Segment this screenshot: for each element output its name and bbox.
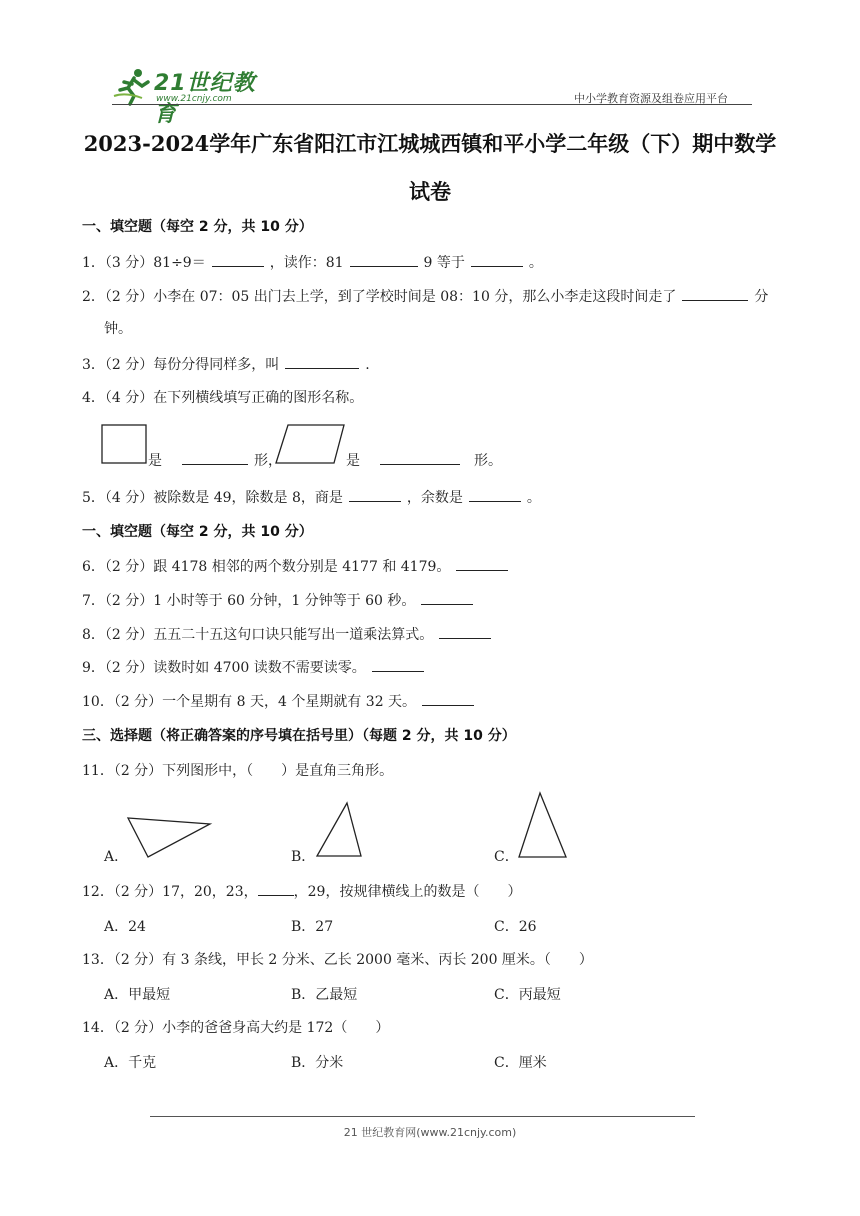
- question-14: 14．（2 分）小李的爸爸身高大约是 172（ ）: [82, 1020, 390, 1036]
- question-5: 5．（4 分）被除数是 49，除数是 8，商是 ，余数是 。: [82, 487, 541, 507]
- square-shape: [100, 423, 150, 465]
- question-1: 1．（3 分）81÷9＝ ，读作：81 9 等于 。: [82, 252, 543, 272]
- logo-url-text: www.21cnjy.com: [156, 94, 232, 104]
- answer-blank[interactable]: [421, 590, 473, 605]
- question-8: 8．（2 分）五五二十五这句口诀只能写出一道乘法算式。: [82, 624, 497, 644]
- section-heading-choice: 三、选择题（将正确答案的序号填在括号里）（每题 2 分，共 10 分）: [82, 728, 516, 744]
- q11-triangle-c: [515, 790, 571, 862]
- answer-blank[interactable]: [682, 286, 748, 301]
- q14-option-b[interactable]: B．分米: [291, 1055, 344, 1071]
- question-7: 7．（2 分）1 小时等于 60 分钟，1 分钟等于 60 秒。: [82, 590, 479, 610]
- section-heading-fill-1: 一、填空题（每空 2 分，共 10 分）: [82, 219, 313, 235]
- question-9: 9．（2 分）读数时如 4700 读数不需要读零。: [82, 657, 430, 677]
- exam-title-line1: 2023-2024学年广东省阳江市江城城西镇和平小学二年级（下）期中数学: [83, 131, 777, 156]
- question-4-blank-1: 是 形，: [148, 450, 282, 470]
- q11-triangle-b: [314, 800, 366, 860]
- question-4-blank-2: 是 形。: [346, 450, 502, 470]
- answer-blank[interactable]: [471, 252, 523, 267]
- header-divider: [112, 104, 752, 105]
- footer-divider: [150, 1116, 695, 1117]
- answer-blank[interactable]: [422, 691, 474, 706]
- exam-title-line2: 试卷: [409, 179, 451, 204]
- answer-blank[interactable]: [350, 252, 418, 267]
- q13-option-c[interactable]: C．丙最短: [494, 987, 561, 1003]
- parallelogram-shape: [272, 423, 348, 465]
- answer-blank[interactable]: [380, 450, 460, 465]
- q14-option-a[interactable]: A．千克: [104, 1055, 157, 1071]
- answer-blank[interactable]: [182, 450, 248, 465]
- answer-blank[interactable]: [372, 657, 424, 672]
- question-6: 6．（2 分）跟 4178 相邻的两个数分别是 4177 和 4179。: [82, 556, 514, 576]
- question-2: 2．（2 分）小李在 07：05 出门去上学，到了学校时间是 08：10 分，那么小李走这段时间走了 分: [82, 286, 768, 306]
- question-3: 3．（2 分）每份分得同样多，叫 .: [82, 354, 370, 374]
- question-2-cont: 钟。: [104, 321, 132, 337]
- q12-option-c[interactable]: C．26: [494, 919, 537, 935]
- header-platform-text: 中小学教育资源及组卷应用平台: [574, 92, 728, 105]
- answer-blank[interactable]: [212, 252, 264, 267]
- question-13: 13．（2 分）有 3 条线，甲长 2 分米、乙长 2000 毫米、丙长 200 厘米。（ ）: [82, 952, 593, 968]
- question-12: 12．（2 分）17，20，23， ，29，按规律横线上的数是（ ）: [82, 881, 521, 901]
- answer-blank[interactable]: [258, 881, 294, 896]
- q13-option-b[interactable]: B．乙最短: [291, 987, 358, 1003]
- answer-blank[interactable]: [469, 487, 521, 502]
- answer-blank[interactable]: [285, 354, 359, 369]
- answer-blank[interactable]: [456, 556, 508, 571]
- question-4: 4．（4 分）在下列横线填写正确的图形名称。: [82, 390, 364, 406]
- q14-option-c[interactable]: C．厘米: [494, 1055, 547, 1071]
- answer-blank[interactable]: [439, 624, 491, 639]
- answer-blank[interactable]: [349, 487, 401, 502]
- question-10: 10．（2 分）一个星期有 8 天，4 个星期就有 32 天。: [82, 691, 480, 711]
- q12-option-b[interactable]: B．27: [291, 919, 334, 935]
- q11-option-b-label[interactable]: B．: [291, 849, 316, 865]
- q11-option-c-label[interactable]: C．: [494, 849, 519, 865]
- footer-text: 21 世纪教育网(www.21cnjy.com): [343, 1126, 517, 1139]
- section-heading-fill-2: 一、填空题（每空 2 分，共 10 分）: [82, 524, 313, 540]
- q11-option-a-label[interactable]: A．: [104, 849, 129, 865]
- q11-triangle-a: [124, 812, 216, 862]
- q12-option-a[interactable]: A．24: [104, 919, 146, 935]
- q13-option-a[interactable]: A．甲最短: [104, 987, 171, 1003]
- question-11: 11．（2 分）下列图形中，（ ）是直角三角形。: [82, 763, 394, 779]
- runner-logo-icon: [112, 66, 156, 106]
- logo-brand-text: 21世纪教育: [154, 71, 256, 127]
